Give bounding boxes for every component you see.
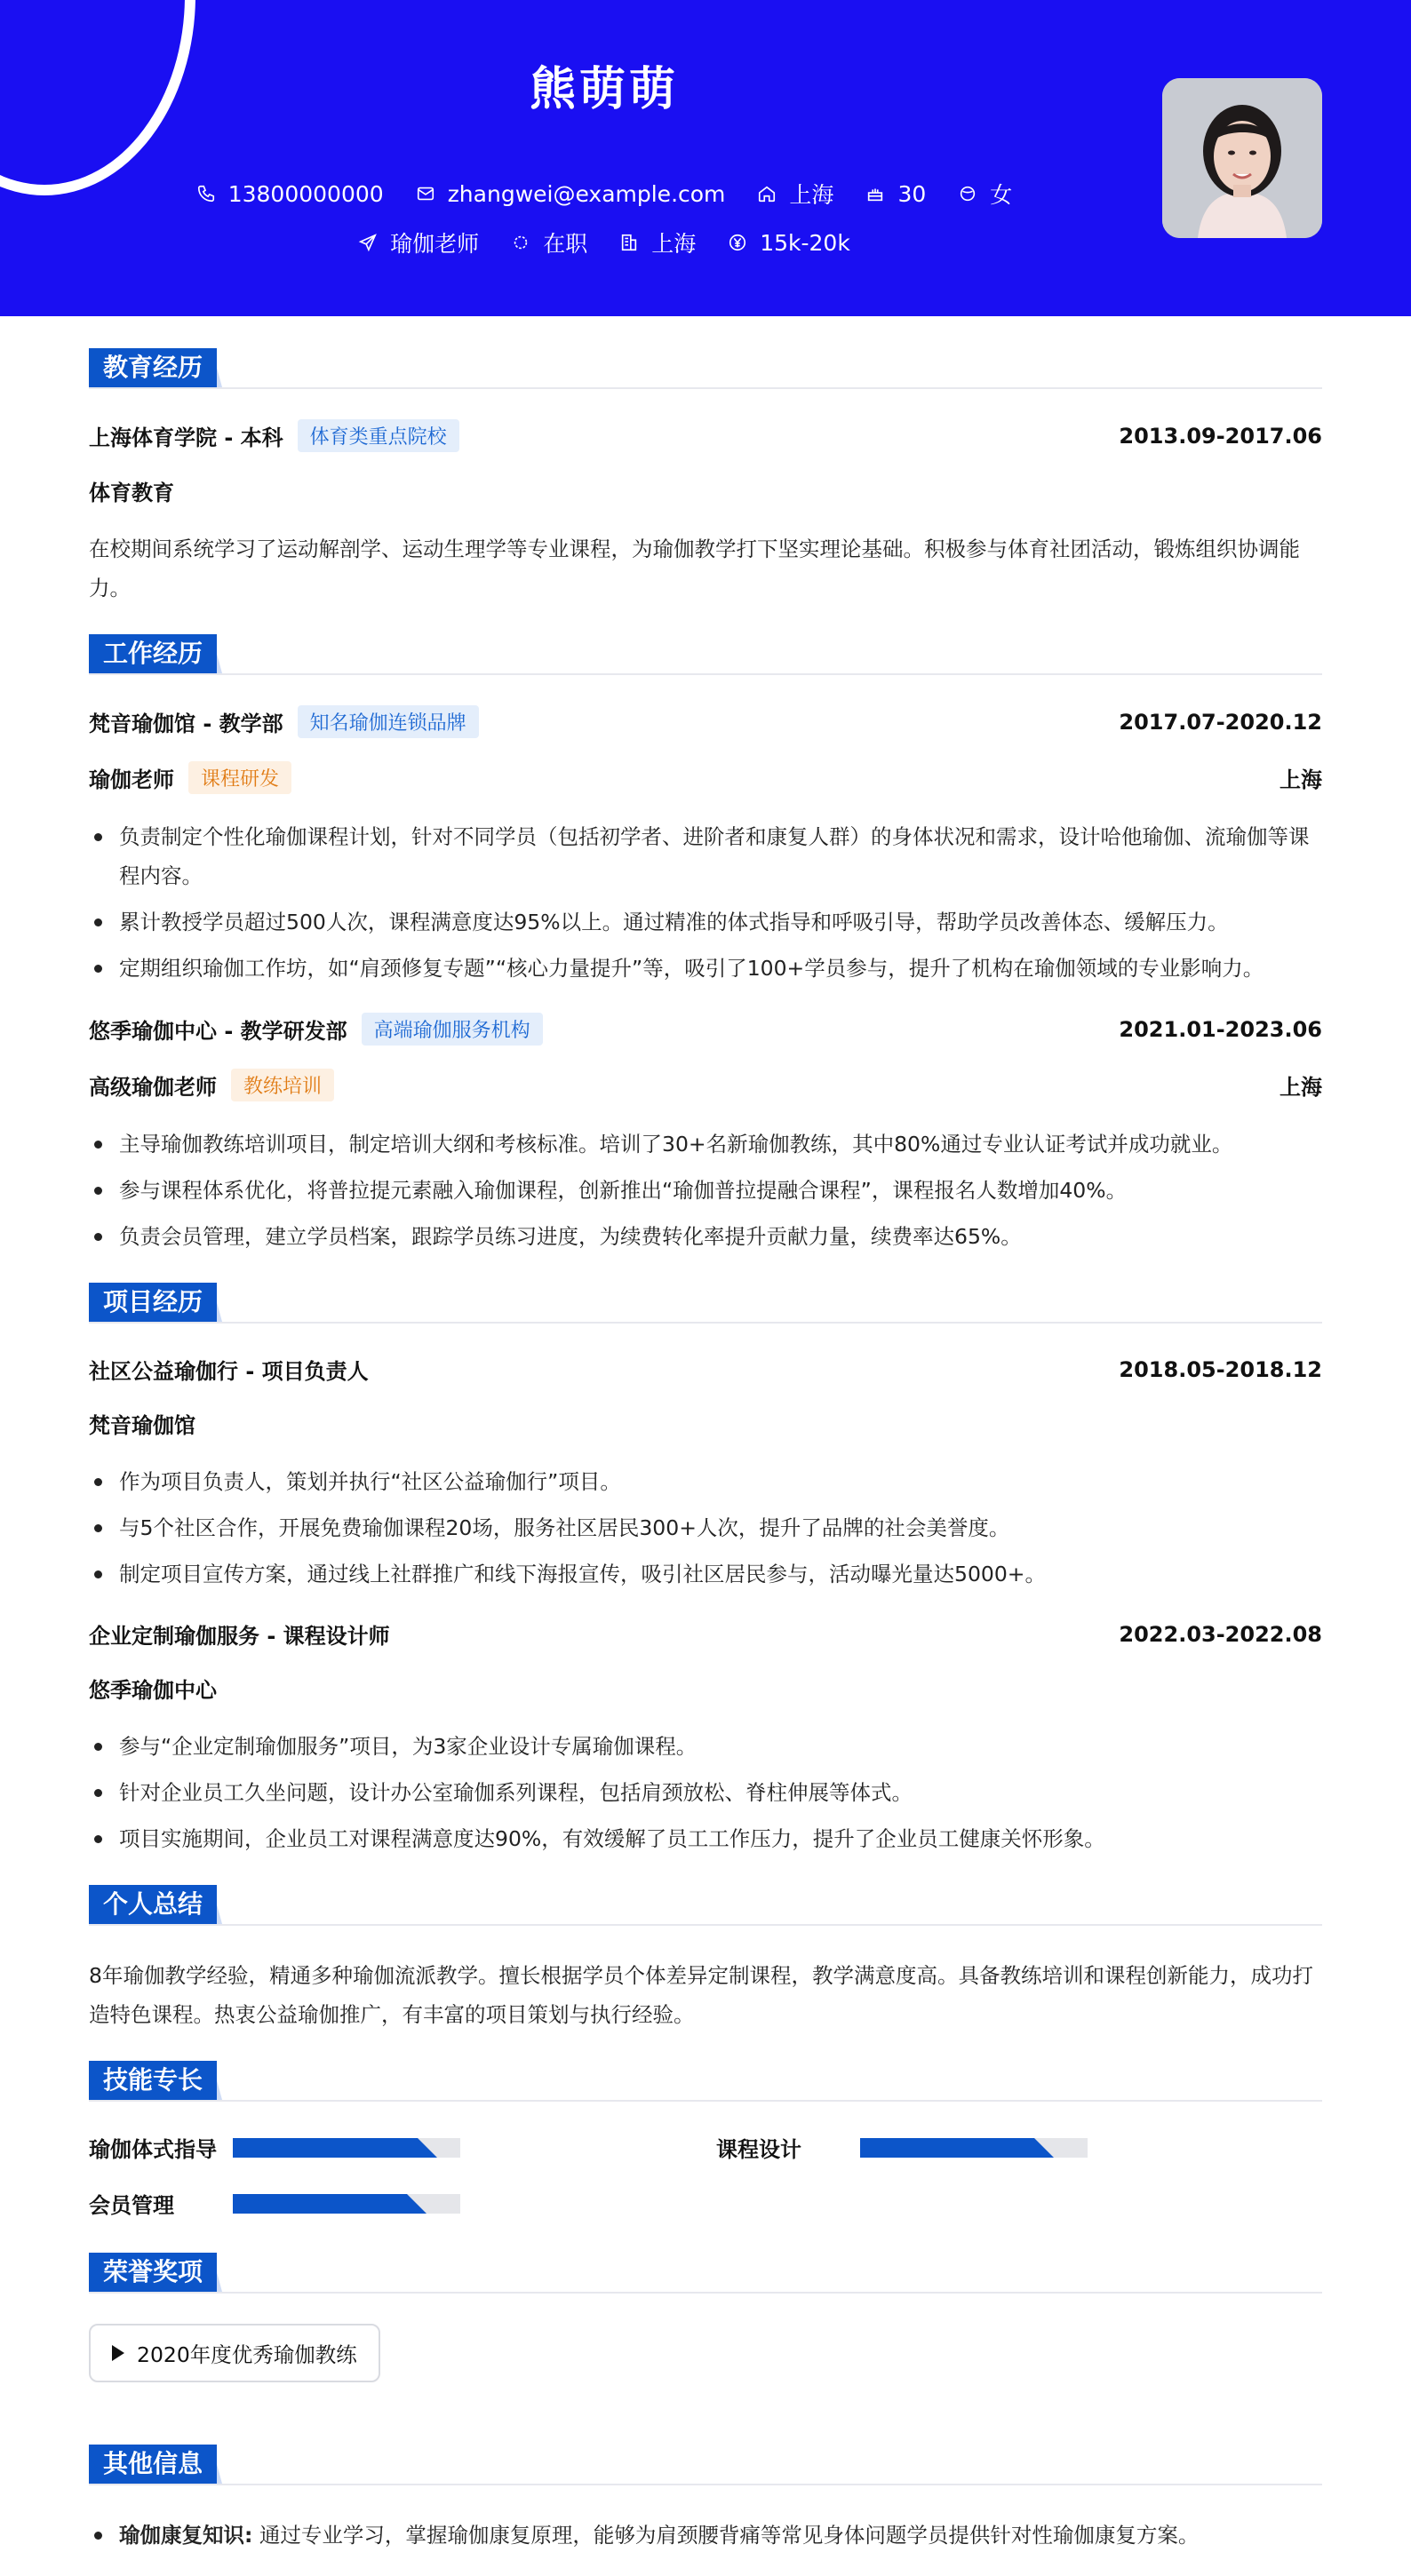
skill-bar [860, 2138, 1088, 2158]
skills-section [89, 2061, 1322, 2219]
job-company-row [89, 705, 1322, 738]
section-header [89, 2253, 1322, 2294]
list-item: 主导瑜伽教练培训项目，制定培训大纲和考核标准。培训了30+名新瑜伽教练，其中80%通过专业认证考试并成功就业。 [89, 1125, 1322, 1164]
age-text: 30 [897, 180, 927, 207]
job-company-row [89, 1013, 1322, 1046]
section-title: 教育经历 [89, 348, 217, 387]
list-item: 针对企业员工久坐问题，设计办公室瑜伽系列课程，包括肩颈放松、脊柱伸展等体式。 [89, 1773, 1322, 1812]
job-entry [89, 1013, 1322, 1256]
projects-section [89, 1283, 1322, 1858]
project-org: 梵音瑜伽馆 [89, 1413, 195, 1438]
project-bullets [89, 1727, 1322, 1858]
skill-name: 瑜伽体式指导 [89, 2137, 217, 2162]
skill-bar-fill [233, 2138, 437, 2158]
salary-icon [728, 233, 747, 252]
phone-text: 13800000000 [227, 180, 384, 207]
email-icon [416, 184, 435, 203]
list-item: 项目实施期间，企业员工对课程满意度达90%，有效缓解了员工工作压力，提升了企业员工健康关怀形象。 [89, 1819, 1322, 1858]
status-info [511, 227, 587, 258]
section-title: 技能专长 [89, 2061, 217, 2100]
position-text: 瑜伽老师 [390, 231, 480, 257]
section-header [89, 2445, 1322, 2485]
section-title: 工作经历 [89, 634, 217, 673]
role-tag: 课程研发 [188, 761, 291, 794]
section-header [89, 1283, 1322, 1324]
list-item: 参与“企业定制瑜伽服务”项目，为3家企业设计专属瑜伽课程。 [89, 1727, 1322, 1766]
summary-section [89, 1885, 1322, 2034]
job-role: 高级瑜伽老师 [89, 1075, 217, 1100]
gender-text: 女 [990, 182, 1013, 208]
skill-bar-edge [418, 2138, 437, 2158]
company-name: 梵音瑜伽馆 - 教学部 [89, 712, 283, 736]
skill-bar [233, 2194, 460, 2214]
education-description: 在校期间系统学习了运动解剖学、运动生理学等专业课程，为瑜伽教学打下坚实理论基础。积极参与体育社团活动，锻炼组织协调能力。 [89, 537, 1300, 600]
job-date: 2017.07-2020.12 [1119, 709, 1322, 735]
project-bullets [89, 1462, 1322, 1594]
section-title: 项目经历 [89, 1283, 217, 1322]
skill-item [89, 2132, 716, 2163]
resume-body [89, 348, 1322, 2576]
role-tag: 教练培训 [231, 1069, 334, 1101]
section-title: 其他信息 [89, 2445, 217, 2484]
section-title: 个人总结 [89, 1885, 217, 1924]
phone-icon [196, 184, 216, 203]
award-text: 2020年度优秀瑜伽教练 [137, 2342, 357, 2367]
project-entry [89, 1618, 1322, 1858]
job-role-row [89, 1069, 1322, 1101]
email-text: zhangwei@example.com [447, 180, 726, 207]
resume-header [0, 0, 1411, 316]
list-item: 累计教授学员超过500人次，课程满意度达95%以上。通过精准的体式指导和呼吸引导，帮助学员改善体态、缓解压力。 [89, 902, 1322, 942]
candidate-name: 熊萌萌 [529, 63, 679, 116]
section-title: 荣誉奖项 [89, 2253, 217, 2292]
education-date: 2013.09-2017.06 [1119, 423, 1322, 449]
project-org: 悠季瑜伽中心 [89, 1678, 217, 1703]
list-item [89, 2516, 1322, 2555]
project-entry [89, 1354, 1322, 1594]
work-section [89, 634, 1322, 1256]
profile-photo [1162, 78, 1322, 238]
building-icon [619, 233, 639, 252]
age-icon [865, 184, 885, 203]
project-date: 2022.03-2022.08 [1119, 1621, 1322, 1647]
major: 体育教育 [89, 481, 174, 505]
company-tag: 高端瑜伽服务机构 [362, 1013, 543, 1046]
skill-name: 会员管理 [89, 2193, 174, 2218]
section-header [89, 348, 1322, 389]
job-entry [89, 705, 1322, 988]
contact-row [0, 178, 1208, 210]
section-header [89, 634, 1322, 675]
project-name: 企业定制瑜伽服务 - 课程设计师 [89, 1624, 390, 1649]
project-row [89, 1354, 1322, 1385]
list-item: 制定项目宣传方案，通过线上社群推广和线下海报宣传，吸引社区居民参与，活动曝光量达5000+。 [89, 1554, 1322, 1594]
job-bullets [89, 1125, 1322, 1256]
school-tag: 体育类重点院校 [298, 419, 459, 452]
city-info [757, 178, 833, 210]
section-header [89, 2061, 1322, 2102]
send-icon [358, 233, 378, 252]
salary-text: 15k-20k [760, 229, 850, 256]
job-location: 上海 [1279, 1075, 1322, 1100]
school-name: 上海体育学院 - 本科 [89, 425, 283, 450]
city-text: 上海 [789, 182, 834, 208]
education-section [89, 348, 1322, 608]
project-name: 社区公益瑜伽行 - 项目负责人 [89, 1359, 369, 1384]
project-date: 2018.05-2018.12 [1119, 1356, 1322, 1382]
award-badge [89, 2324, 380, 2382]
status-text: 在职 [543, 231, 588, 257]
section-header [89, 1885, 1322, 1926]
skill-bar-edge [407, 2194, 426, 2214]
other-section [89, 2445, 1322, 2555]
phone-info [196, 181, 384, 207]
list-item: 作为项目负责人，策划并执行“社区公益瑜伽行”项目。 [89, 1462, 1322, 1501]
skill-name: 课程设计 [716, 2137, 801, 2162]
job-role: 瑜伽老师 [89, 767, 174, 792]
work-city-info [619, 227, 696, 258]
company-tag: 知名瑜伽连锁品牌 [298, 705, 479, 738]
education-row [89, 419, 1322, 452]
salary-info [728, 230, 850, 256]
project-row [89, 1618, 1322, 1650]
skill-bar [233, 2138, 460, 2158]
home-icon [757, 184, 777, 203]
skill-bar-fill [233, 2194, 426, 2214]
gender-icon [958, 184, 977, 203]
skills-grid [89, 2132, 1322, 2219]
work-city-text: 上海 [651, 231, 697, 257]
other-text: 通过专业学习，掌握瑜伽康复原理，能够为肩颈腰背痛等常见身体问题学员提供针对性瑜伽康复方案。 [259, 2523, 1200, 2548]
job-intent-row [0, 227, 1208, 258]
other-label: 瑜伽康复知识: [119, 2523, 253, 2548]
list-item: 负责会员管理，建立学员档案，跟踪学员练习进度，为续费转化率提升贡献力量，续费率达65%。 [89, 1217, 1322, 1256]
job-date: 2021.01-2023.06 [1119, 1016, 1322, 1042]
skill-bar-fill [860, 2138, 1054, 2158]
gender-info [958, 178, 1012, 210]
summary-text: 8年瑜伽教学经验，精通多种瑜伽流派教学。擅长根据学员个体差异定制课程，教学满意度高。具备教练培训和课程创新能力，成功打造特色课程。热衷公益瑜伽推广，有丰富的项目策划与执行经验。 [89, 1963, 1313, 2027]
position-info [358, 227, 479, 258]
status-icon [511, 233, 530, 252]
honors-section [89, 2253, 1322, 2418]
list-item: 与5个社区合作，开展免费瑜伽课程20场，服务社区居民300+人次，提升了品牌的社会美誉度。 [89, 1508, 1322, 1547]
skill-item [716, 2132, 1322, 2163]
play-icon [112, 2345, 124, 2361]
job-bullets [89, 817, 1322, 988]
skill-item [89, 2188, 716, 2219]
age-info [865, 181, 926, 207]
job-location: 上海 [1279, 767, 1322, 792]
other-list [89, 2516, 1322, 2555]
skill-bar-edge [1034, 2138, 1054, 2158]
list-item: 参与课程体系优化，将普拉提元素融入瑜伽课程，创新推出“瑜伽普拉提融合课程”，课程报名人数增加40%。 [89, 1171, 1322, 1210]
job-role-row [89, 761, 1322, 794]
list-item: 负责制定个性化瑜伽课程计划，针对不同学员（包括初学者、进阶者和康复人群）的身体状况和需求，设计哈他瑜伽、流瑜伽等课程内容。 [89, 817, 1322, 895]
email-info [416, 181, 726, 207]
list-item: 定期组织瑜伽工作坊，如“肩颈修复专题”“核心力量提升”等，吸引了100+学员参与，提升了机构在瑜伽领域的专业影响力。 [89, 949, 1322, 988]
company-name: 悠季瑜伽中心 - 教学研发部 [89, 1019, 347, 1044]
